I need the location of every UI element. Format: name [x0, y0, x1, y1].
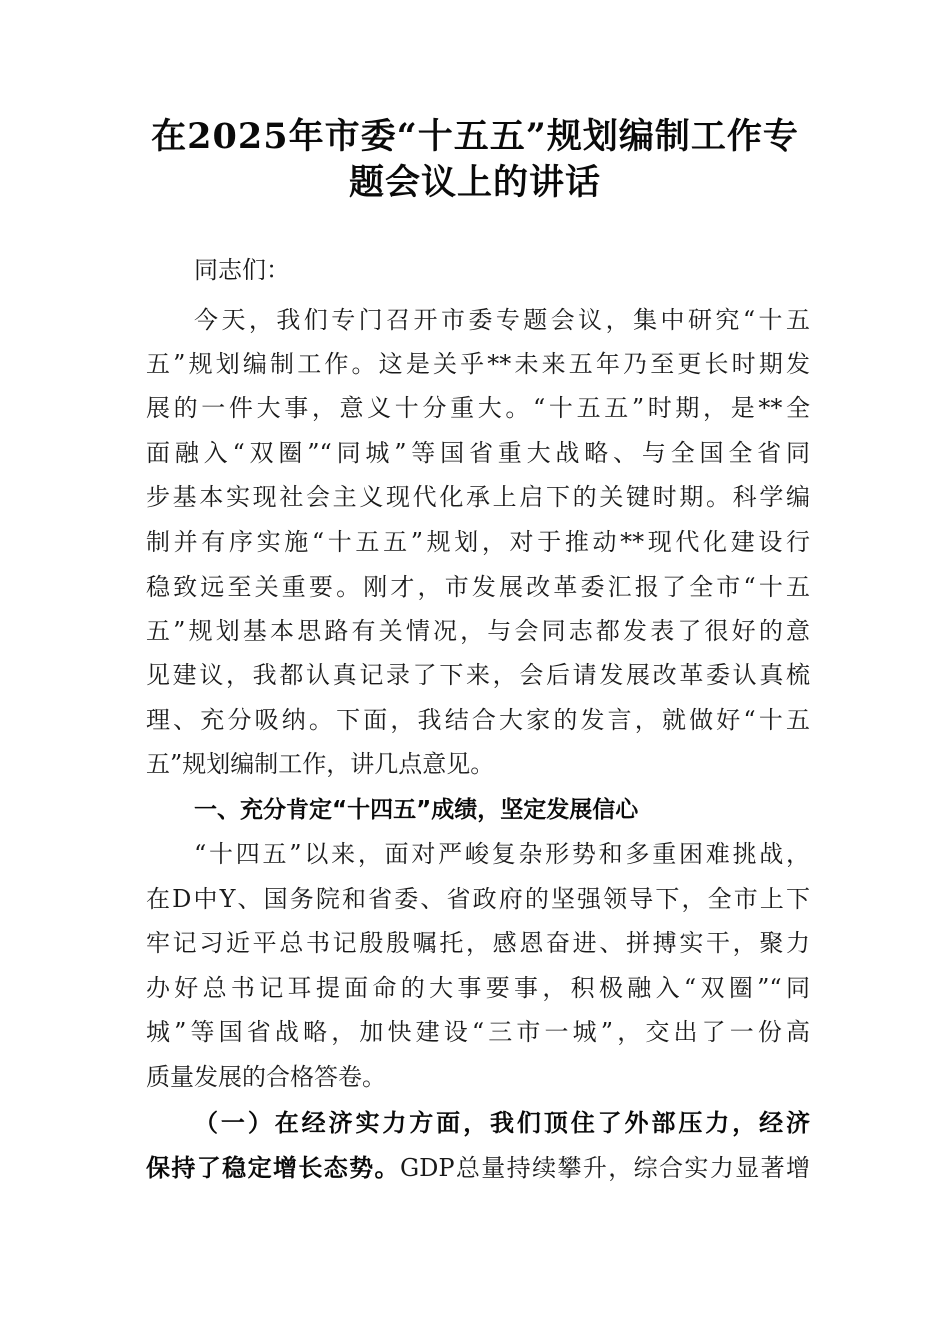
intro-line-10: 理、充分吸纳。下面，我结合大家的发言，就做好“十五	[146, 706, 810, 734]
subsection1-line-2	[146, 1145, 810, 1190]
intro-line-8: 五”规划基本思路有关情况，与会同志都发表了很好的意	[146, 617, 810, 645]
section1-line-2: 在D中Y、国务院和省委、省政府的坚强领导下，全市上下	[146, 885, 810, 913]
intro-line-3: 展的一件大事，意义十分重大。“十五五”时期，是**全	[146, 394, 810, 422]
section1-line-3: 牢记习近平总书记殷殷嘱托，感恩奋进、拼搏实干，聚力	[146, 929, 810, 957]
intro-line-7: 稳致远至关重要。刚才，市发展改革委汇报了全市“十五	[146, 573, 810, 601]
intro-line-2: 五”规划编制工作。这是关乎**未来五年乃至更长时期发	[146, 350, 810, 378]
intro-line-4: 面融入“双圈”“同城”等国省重大战略、与全国全省同	[146, 439, 810, 467]
salutation: 同志们：	[194, 256, 290, 284]
subsection1-line-1	[194, 1100, 810, 1145]
intro-line-9: 见建议，我都认真记录了下来，会后请发展改革委认真梳	[146, 661, 810, 689]
section1-line-6: 质量发展的合格答卷。	[146, 1063, 386, 1091]
section1-line-4: 办好总书记耳提面命的大事要事，积极融入“双圈”“同	[146, 974, 810, 1002]
intro-line-5: 步基本实现社会主义现代化承上启下的关键时期。科学编	[146, 483, 810, 511]
intro-line-11: 五”规划编制工作，讲几点意见。	[146, 750, 495, 778]
subsection1-heading-part1: （一）在经济实力方面，我们顶住了外部压力，经济	[194, 1108, 810, 1137]
section-heading-1: 一、充分肯定“十四五”成绩，坚定发展信心	[194, 797, 639, 823]
document-title-line-2: 题会议上的讲话	[348, 162, 601, 203]
subsection1-heading-part2: 保持了稳定增长态势。	[146, 1153, 400, 1182]
section1-line-5: 城”等国省战略，加快建设“三市一城”，交出了一份高	[146, 1018, 810, 1046]
section1-line-1: “十四五”以来，面对严峻复杂形势和多重困难挑战，	[194, 840, 810, 868]
intro-line-6: 制并有序实施“十五五”规划，对于推动**现代化建设行	[146, 528, 810, 556]
document-title-line-1: 在2025年市委“十五五”规划编制工作专	[151, 116, 799, 157]
intro-line-1: 今天，我们专门召开市委专题会议，集中研究“十五	[194, 306, 810, 334]
subsection1-body-start: GDP总量持续攀升，综合实力显著增	[399, 1154, 811, 1182]
